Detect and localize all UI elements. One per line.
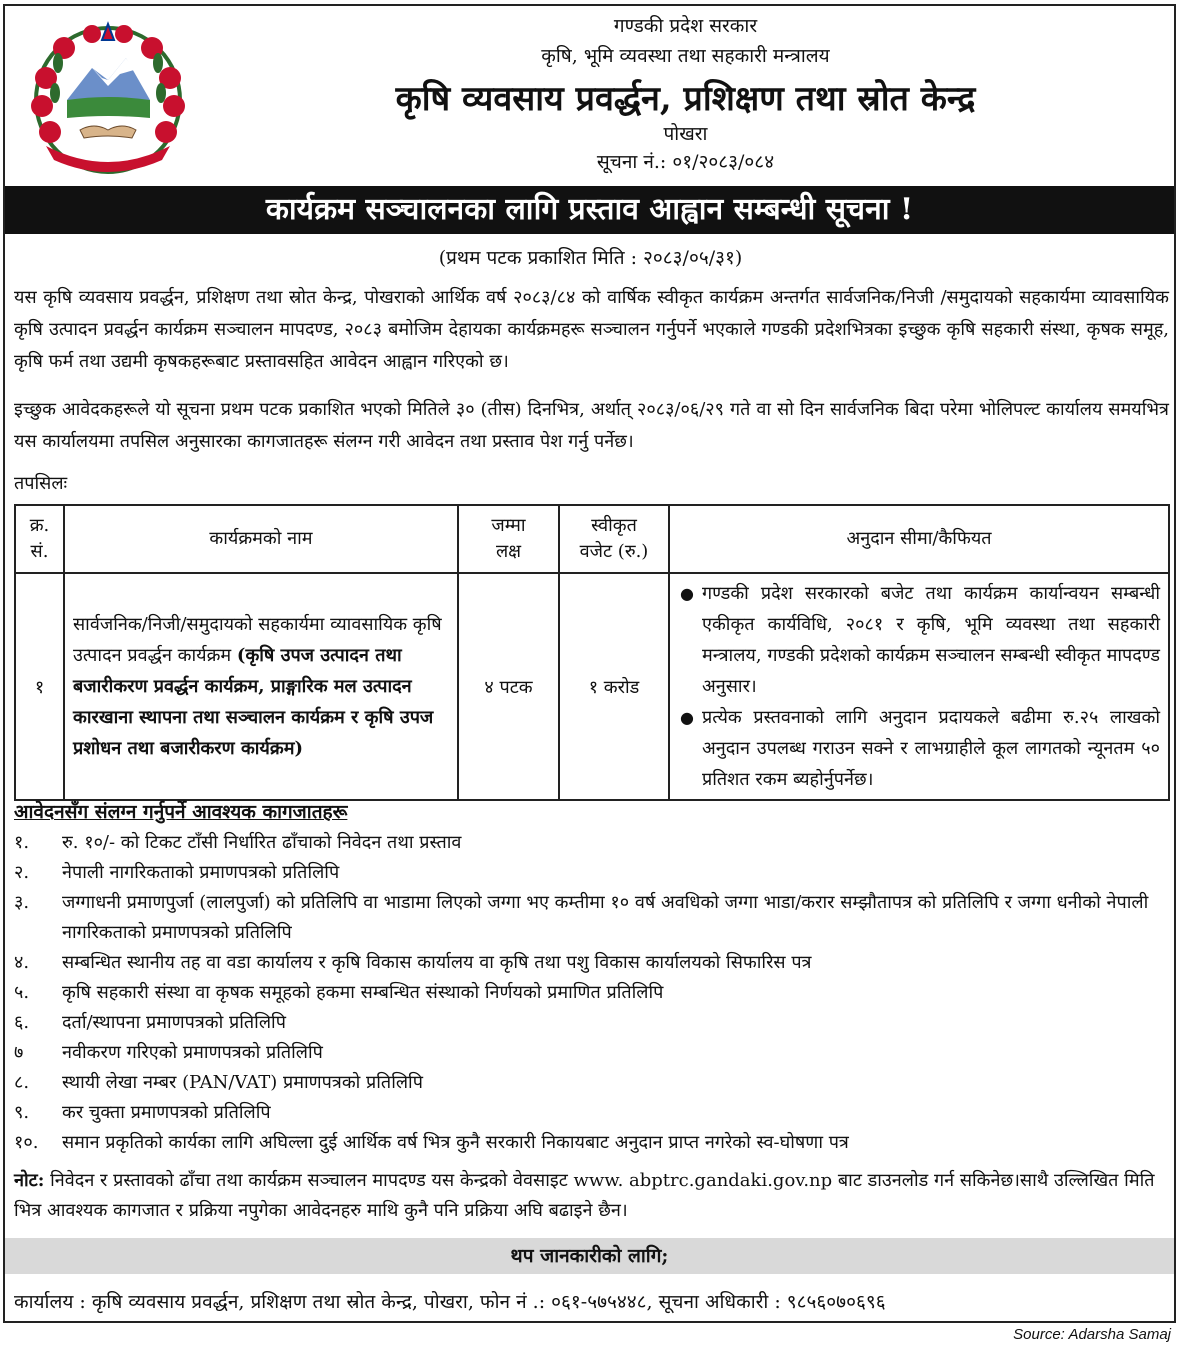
list-item bbox=[14, 858, 1169, 888]
list-item-number: १०. bbox=[14, 1132, 39, 1153]
source-credit: Source: Adarsha Samaj bbox=[1013, 1326, 1171, 1343]
list-item bbox=[14, 1098, 1169, 1128]
list-item bbox=[14, 888, 1169, 948]
row-grant-limit bbox=[669, 573, 1169, 800]
required-documents-list bbox=[14, 828, 1169, 1158]
table-row bbox=[15, 573, 1169, 800]
program-name-detail: (कृषि उपज उत्पादन तथा बजारीकरण प्रवर्द्धन कार्यक्रम, प्राङ्गारिक मल उत्पादन कारखाना स्थापना तथा सञ्चालन कार्यक्रम र कृषि उपज प्रशोधन तथा बजारीकरण कार्यक्रम) bbox=[73, 645, 434, 759]
list-item bbox=[14, 1068, 1169, 1098]
nepal-emblem-icon bbox=[22, 18, 194, 183]
office-location: पोखरा bbox=[663, 123, 708, 145]
header-grant-limit: अनुदान सीमा/कैफियत bbox=[669, 505, 1169, 573]
list-item-text: जग्गाधनी प्रमाणपुर्जा (लालपुर्जा) को प्रतिलिपि वा भाडामा लिएको जग्गा भए कम्तीमा १० वर्ष अवधिको जग्गा भाडा/करार सम्झौतापत्र को प्रतिलिपि र जग्गा धनीको नेपाली नागरिकताको प्रमाणपत्रको प्रतिलिपि bbox=[62, 892, 1149, 943]
row-approved-budget: १ करोड bbox=[559, 573, 669, 800]
notice-title-banner: कार्यक्रम सञ्चालनका लागि प्रस्ताव आह्वान सम्बन्धी सूचना ! bbox=[5, 186, 1174, 234]
remark-item: ● प्रत्येक प्रस्तवनाको लागि अनुदान प्रदायकले बढीमा रु.२५ लाखको अनुदान उपलब्ध गराउन सक्ने र लाभग्राहीले कूल लागतको न्यूनतम ५० प्रतिशत रकम ब्यहोर्नुपर्नेछ। bbox=[680, 702, 1160, 795]
details-label: तपसिलः bbox=[14, 473, 68, 494]
list-item-text: स्थायी लेखा नम्बर (PAN/VAT) प्रमाणपत्रको प्रतिलिपि bbox=[62, 1072, 423, 1093]
government-name: गण्डकी प्रदेश सरकार bbox=[613, 15, 758, 37]
header-program-name: कार्यक्रमको नाम bbox=[64, 505, 458, 573]
note-text: निवेदन र प्रस्तावको ढाँचा तथा कार्यक्रम सञ्चालन मापदण्ड यस केन्द्रको वेवसाइट www. abptrc.gandaki.gov.np बाट डाउनलोड गर्न सकिनेछ।साथै उल्लिखित मिति भित्र आवश्यक कागजात र प्रक्रिया नपुगेका आवेदनहरु माथि कुनै पनि प्रक्रिया अघि बढाइने छैन। bbox=[14, 1170, 1155, 1221]
intro-paragraph: यस कृषि व्यवसाय प्रवर्द्धन, प्रशिक्षण तथा स्रोत केन्द्र, पोखराको आर्थिक वर्ष २०८३/८४ को वार्षिक स्वीकृत कार्यक्रम अन्तर्गत सार्वजनिक/निजी /समुदायको सहकार्यमा व्यावसायिक कृषि उत्पादन प्रवर्द्धन कार्यक्रम सञ्चालन मापदण्ड, २०८३ बमोजिम देहायका कार्यक्रमहरू सञ्चालन गर्नुपर्ने भएकाले गण्डकी प्रदेशभित्रका इच्छुक कृषि सहकारी संस्था, कृषक समूह, कृषि फर्म तथा उद्यमी कृषकहरूबाट प्रस्तावसहित आवेदन आह्वान गरिएको छ। bbox=[14, 287, 1169, 372]
published-date: (प्रथम पटक प्रकाशित मिति : २०८३/०५/३१) bbox=[438, 247, 743, 269]
notice-number: सूचना नं.: ०१/२०८३/०८४ bbox=[596, 151, 775, 173]
header-total-target: जम्मा लक्ष bbox=[458, 505, 559, 573]
list-item-text: कर चुक्ता प्रमाणपत्रको प्रतिलिपि bbox=[62, 1102, 271, 1123]
program-name-text: सार्वजनिक/निजी/समुदायको सहकार्यमा व्यावसायिक कृषि उत्पादन प्रवर्द्धन कार्यक्रम bbox=[73, 614, 442, 666]
list-item bbox=[14, 828, 1169, 858]
deadline-paragraph: इच्छुक आवेदकहरूले यो सूचना प्रथम पटक प्रकाशित भएको मितिले ३० (तीस) दिनभित्र, अर्थात् २०८३/०६/२९ गते वा सो दिन सार्वजनिक बिदा परेमा भोलिपल्ट कार्यालय समयभित्र यस कार्यालयमा तपसिल अनुसारका कागजातहरू संलग्न गरी आवेदन तथा प्रस्ताव पेश गर्नु पर्नेछ। bbox=[14, 399, 1169, 452]
list-item-number: ४. bbox=[14, 952, 30, 973]
office-name: कृषि व्यवसाय प्रवर्द्धन, प्रशिक्षण तथा स्रोत केन्द्र bbox=[395, 79, 976, 119]
office-contact: कार्यालय : कृषि व्यवसाय प्रवर्द्धन, प्रशिक्षण तथा स्रोत केन्द्र, पोखरा, फोन नं .: ०६१-५७५४४८, सूचना अधिकारी : ९८५६०७०६९६ bbox=[14, 1291, 886, 1313]
header-approved-budget: स्वीकृत वजेट (रु.) bbox=[559, 505, 669, 573]
list-item-text: समान प्रकृतिको कार्यका लागि अघिल्ला दुई आर्थिक वर्ष भित्र कुनै सरकारी निकायबाट अनुदान प्राप्त नगरेको स्व-घोषणा पत्र bbox=[62, 1132, 849, 1153]
list-item-text: नेपाली नागरिकताको प्रमाणपत्रको प्रतिलिपि bbox=[62, 862, 340, 883]
list-item-number: ५. bbox=[14, 982, 30, 1003]
note bbox=[14, 1166, 1169, 1226]
list-item bbox=[14, 1008, 1169, 1038]
row-total-target: ४ पटक bbox=[458, 573, 559, 800]
header-serial: क्र. सं. bbox=[15, 505, 64, 573]
row-program-name bbox=[64, 573, 458, 800]
list-item bbox=[14, 1038, 1169, 1068]
required-documents-title: आवेदनसँग संलग्न गर्नुपर्ने आवश्यक कागजातहरू bbox=[14, 801, 348, 823]
list-item bbox=[14, 978, 1169, 1008]
table-header-row bbox=[15, 505, 1169, 573]
list-item-text: रु. १०/- को टिकट टाँसी निर्धारित ढाँचाको निवेदन तथा प्रस्ताव bbox=[62, 832, 462, 853]
note-label: नोट: bbox=[14, 1170, 45, 1191]
list-item-number: १. bbox=[14, 832, 30, 853]
list-item-number: ८. bbox=[14, 1072, 30, 1093]
list-item bbox=[14, 1128, 1169, 1158]
program-table bbox=[14, 504, 1170, 801]
more-info-heading: थप जानकारीको लागि; bbox=[5, 1238, 1174, 1274]
list-item-number: ७ bbox=[14, 1042, 24, 1063]
ministry-name: कृषि, भूमि व्यवस्था तथा सहकारी मन्त्रालय bbox=[541, 45, 830, 67]
row-serial: १ bbox=[15, 573, 64, 800]
remark-item: ● गण्डकी प्रदेश सरकारको बजेट तथा कार्यक्रम कार्यान्वयन सम्बन्धी एकीकृत कार्यविधि, २०८१ र कृषि, भूमि व्यवस्था तथा सहकारी मन्त्रालय, गण्डकी प्रदेशको कार्यक्रम सञ्चालन सम्बन्धी स्वीकृत मापदण्ड अनुसार। bbox=[680, 578, 1160, 702]
bullet-icon: ● bbox=[680, 708, 694, 727]
list-item-number: ९. bbox=[14, 1102, 30, 1123]
list-item-number: ३. bbox=[14, 892, 30, 913]
list-item-text: दर्ता/स्थापना प्रमाणपत्रको प्रतिलिपि bbox=[62, 1012, 286, 1033]
list-item-text: सम्बन्धित स्थानीय तह वा वडा कार्यालय र कृषि विकास कार्यालय वा कृषि तथा पशु विकास कार्यालयको सिफारिस पत्र bbox=[62, 952, 812, 973]
list-item-number: ६. bbox=[14, 1012, 30, 1033]
list-item-text: कृषि सहकारी संस्था वा कृषक समूहको हकमा सम्बन्धित संस्थाको निर्णयको प्रमाणित प्रतिलिपि bbox=[62, 982, 664, 1003]
list-item bbox=[14, 948, 1169, 978]
bullet-icon: ● bbox=[680, 584, 694, 603]
list-item-text: नवीकरण गरिएको प्रमाणपत्रको प्रतिलिपि bbox=[62, 1042, 323, 1063]
list-item-number: २. bbox=[14, 862, 30, 883]
